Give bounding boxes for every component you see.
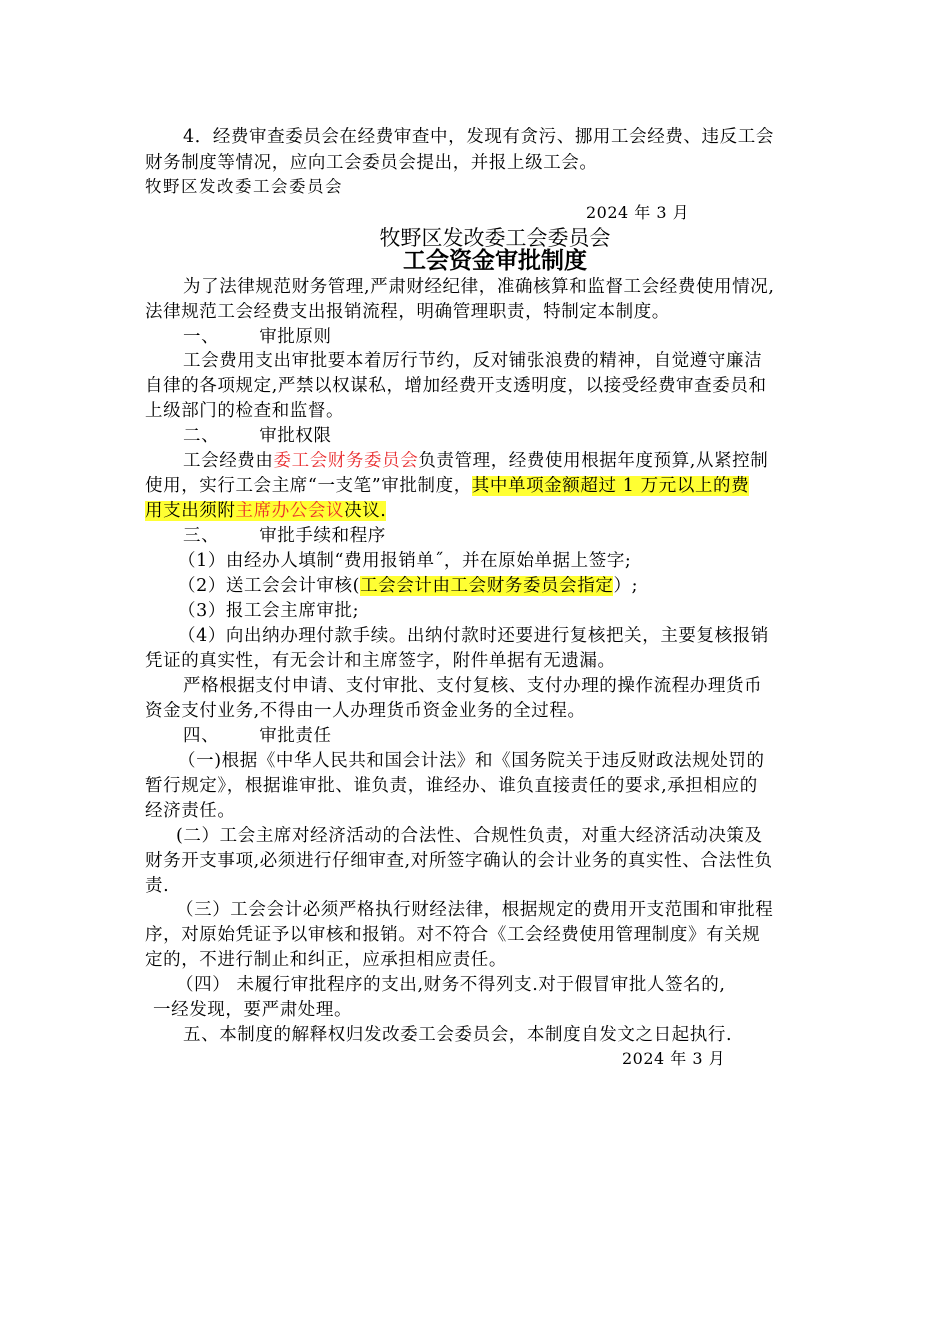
section4-number: 四、 [183, 726, 220, 746]
section1-number: 一、 [183, 327, 220, 347]
highlighted-text: 其中单项金额超过 1 万元以上的费 [471, 476, 750, 496]
section4-b-line1: (二）工会主席对经济活动的合法性、合规性负责，对重大经济活动决策及 [176, 826, 763, 846]
section4-a-line2: 暂行规定》，根据谁审批、谁负责，谁经办、谁负直接责任的要求,承担相应的 [145, 776, 758, 796]
signature: 牧野区发改委工会委员会 [145, 177, 343, 196]
highlighted-text [145, 501, 386, 521]
step3: （3）报工会主席审批; [178, 601, 360, 621]
document-title: 工会资金审批制度 [403, 248, 587, 274]
step1: （1）由经办人填制“费用报销单˝，并在原始单据上签字; [178, 551, 632, 571]
intro-line2: 法律规范工会经费支出报销流程，明确管理职责，特制定本制度。 [145, 302, 670, 322]
p4-line1: 4．经费审查委员会在经费审查中，发现有贪污、挪用工会经费、违反工会 [183, 127, 774, 147]
section4-d-line1: （四） 未履行审批程序的支出,财务不得列支.对于假冒审批人签名的, [176, 975, 726, 995]
step4-line1: （4）向出纳办理付款手续。出纳付款时还要进行复核把关，主要复核报销 [178, 626, 769, 646]
section2-title: 审批权限 [259, 426, 332, 446]
section4-c-line2: 序，对原始凭证予以审核和报销。对不符合《工会经费使用管理制度》有关规 [145, 925, 761, 945]
org-title: 牧野区发改委工会委员会 [379, 226, 611, 250]
finance-committee-red-text: 委工会财务委员会 [273, 451, 419, 471]
highlighted-part: 用支出须附 [145, 501, 236, 521]
step4-line2: 凭证的真实性，有无会计和主席签字，附件单据有无遗漏。 [145, 651, 616, 671]
section2-text: 使用，实行工会主席“一支笔”审批制度， [145, 476, 472, 496]
section4-title: 审批责任 [259, 726, 332, 746]
top-date: 2024 年 3 月 [586, 203, 690, 222]
section4-d-line2: 一经发现，要严肃处理。 [153, 1000, 353, 1020]
payment-line1: 严格根据支付申请、支付审批、支付复核、支付办理的操作流程办理货币 [183, 676, 763, 696]
section4-c-line3: 定的，不进行制止和纠正，应承担相应责任。 [145, 950, 507, 970]
p4-line2: 财务制度等情况，应向工会委员会提出，并报上级工会。 [145, 153, 598, 173]
section4-heading [183, 724, 853, 748]
section1-line3: 上级部门的检查和监督。 [145, 401, 345, 421]
section4-a-line3: 经济责任。 [145, 801, 236, 821]
section5-line: 五、本制度的解释权归发改委工会委员会，本制度自发文之日起执行. [183, 1025, 733, 1045]
section4-c-line1: （三）工会会计必须严格执行财经法律，根据规定的费用开支范围和审批程 [176, 900, 774, 920]
step2-text: （2）送工会会计审核( [178, 576, 361, 596]
section3-title: 审批手续和程序 [259, 526, 386, 546]
section2-text: 工会经费由 [183, 451, 274, 471]
section2-heading [183, 424, 853, 448]
step2-text: ）; [613, 576, 639, 596]
highlighted-part: 决议. [344, 501, 387, 521]
section1-line1: 工会费用支出审批要本着厉行节约，反对铺张浪费的精神，自觉遵守廉洁 [183, 351, 763, 371]
step2 [178, 574, 848, 598]
section4-b-line2: 财务开支事项,必须进行仔细审查,对所签字确认的会计业务的真实性、合法性负 [145, 851, 773, 871]
footer-date: 2024 年 3 月 [622, 1049, 726, 1068]
section1-line2: 自律的各项规定,严禁以权谋私，增加经费开支透明度，以接受经费审查委员和 [145, 376, 767, 396]
section4-b-line3: 责. [145, 876, 170, 896]
section3-number: 三、 [183, 526, 220, 546]
section2-text: 负责管理，经费使用根据年度预算,从紧控制 [418, 451, 769, 471]
intro-line1: 为了法律规范财务管理,严肃财经纪律，准确核算和监督工会经费使用情况, [183, 277, 775, 297]
chairman-meeting-red-text: 主席办公会议 [235, 501, 345, 521]
section2-number: 二、 [183, 426, 220, 446]
payment-line2: 资金支付业务,不得由一人办理货币资金业务的全过程。 [145, 701, 586, 721]
section4-a-line1: （一)根据《中华人民共和国会计法》和《国务院关于违反财政法规处罚的 [178, 751, 765, 771]
section3-heading [183, 524, 853, 548]
section1-title: 审批原则 [259, 327, 332, 347]
section1-heading [183, 325, 853, 349]
section2-line3 [145, 499, 815, 523]
highlighted-text: 工会会计由工会财务委员会指定 [360, 576, 614, 596]
section2-line2 [145, 474, 815, 498]
section2-line1 [183, 449, 853, 473]
